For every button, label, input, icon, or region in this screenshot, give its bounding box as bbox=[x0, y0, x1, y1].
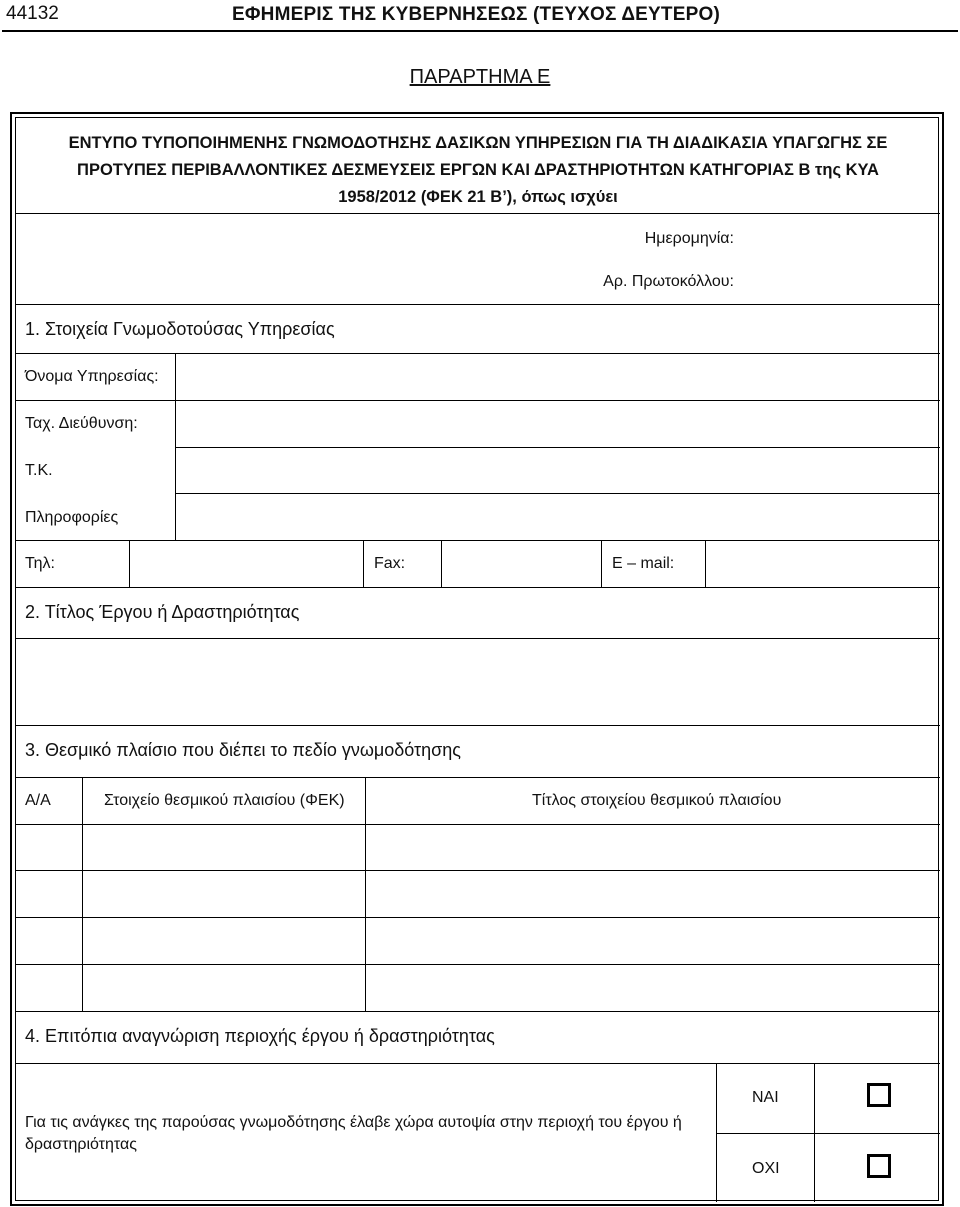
fax-label: Fax: bbox=[374, 555, 406, 572]
form-heading bbox=[16, 118, 940, 213]
form bbox=[15, 117, 939, 1201]
divider bbox=[16, 1063, 940, 1064]
divider bbox=[16, 587, 940, 588]
divider bbox=[16, 777, 940, 778]
postcode-label: Τ.Κ. bbox=[25, 462, 53, 479]
divider bbox=[16, 1011, 940, 1012]
table-row[interactable] bbox=[16, 918, 940, 964]
project-title-field[interactable] bbox=[16, 639, 940, 725]
fax-field[interactable] bbox=[442, 541, 601, 587]
service-name-label: Όνομα Υπηρεσίας: bbox=[25, 368, 159, 385]
postcode-field[interactable] bbox=[176, 448, 940, 493]
gazette-title: ΕΦΗΜΕΡΙΣ ΤΗΣ ΚΥΒΕΡΝΗΣΕΩΣ (ΤΕΥΧΟΣ ΔΕΥΤΕΡΟ) bbox=[232, 4, 720, 25]
phone-label: Τηλ: bbox=[25, 555, 55, 572]
header-divider bbox=[2, 30, 958, 32]
yes-checkbox[interactable] bbox=[867, 1083, 891, 1107]
protocol-number-label: Αρ. Πρωτοκόλλου: bbox=[603, 273, 734, 290]
no-label: ΟΧΙ bbox=[752, 1160, 780, 1177]
section4-title: 4. Επιτόπια αναγνώριση περιοχής έργου ή δραστηριότητας bbox=[25, 1026, 495, 1046]
section3-title: 3. Θεσμικό πλαίσιο που διέπει το πεδίο γνωμοδότησης bbox=[25, 740, 461, 760]
divider bbox=[16, 213, 940, 214]
phone-field[interactable] bbox=[130, 541, 363, 587]
section2-title: 2. Τίτλος Έργου ή Δραστηριότητας bbox=[25, 602, 300, 622]
divider bbox=[716, 1133, 940, 1134]
address-label: Ταχ. Διεύθυνση: bbox=[25, 415, 138, 432]
form-heading-line: 1958/2012 (ΦΕΚ 21 Β’), όπως ισχύει bbox=[338, 188, 618, 206]
email-label: Ε – mail: bbox=[612, 555, 675, 572]
yes-label: ΝΑΙ bbox=[752, 1089, 779, 1106]
page-number: 44132 bbox=[6, 3, 59, 24]
column-header-title: Τίτλος στοιχείου θεσμικού πλαισίου bbox=[532, 792, 782, 809]
email-field[interactable] bbox=[706, 541, 940, 587]
table-row[interactable] bbox=[16, 965, 940, 1011]
section1-title: 1. Στοιχεία Γνωμοδοτούσας Υπηρεσίας bbox=[25, 319, 335, 339]
table-row[interactable] bbox=[16, 825, 940, 870]
divider bbox=[363, 540, 364, 587]
form-heading-line: ΠΡΟΤΥΠΕΣ ΠΕΡΙΒΑΛΛΟΝΤΙΚΕΣ ΔΕΣΜΕΥΣΕΙΣ ΕΡΓΩΝ ΚΑΙ ΔΡΑΣΤΗΡΙΟΤΗΤΩΝ ΚΑΤΗΓΟΡΙΑΣ Β της ΚΥΑ bbox=[77, 161, 879, 179]
no-checkbox[interactable] bbox=[867, 1154, 891, 1178]
site-visit-question: Για τις ανάγκες της παρούσας γνωμοδότησης έλαβε χώρα αυτοψία στην περιοχή του έργου ή δραστηριότητας bbox=[25, 1114, 682, 1153]
date-label: Ημερομηνία: bbox=[644, 230, 734, 247]
column-header-aa: Α/Α bbox=[25, 792, 51, 809]
divider bbox=[16, 725, 940, 726]
divider bbox=[16, 304, 940, 305]
form-frame bbox=[10, 112, 944, 1206]
address-field[interactable] bbox=[176, 401, 940, 447]
form-heading-line: ΕΝΤΥΠΟ ΤΥΠΟΠΟΙΗΜΕΝΗΣ ΓΝΩΜΟΔΟΤΗΣΗΣ ΔΑΣΙΚΩΝ ΥΠΗΡΕΣΙΩΝ ΓΙΑ ΤΗ ΔΙΑΔΙΚΑΣΙΑ ΥΠΑΓΩΓΗΣ ΣΕ bbox=[68, 134, 888, 152]
page-header bbox=[0, 0, 960, 30]
column-header-element: Στοιχείο θεσμικού πλαισίου (ΦΕΚ) bbox=[104, 792, 345, 809]
info-field[interactable] bbox=[176, 494, 940, 540]
annex-title: ΠΑΡΑΡΤΗΜΑ Ε bbox=[409, 66, 551, 88]
table-row[interactable] bbox=[16, 871, 940, 917]
divider bbox=[601, 540, 602, 587]
service-name-field[interactable] bbox=[176, 354, 940, 400]
info-label: Πληροφορίες bbox=[25, 509, 119, 526]
